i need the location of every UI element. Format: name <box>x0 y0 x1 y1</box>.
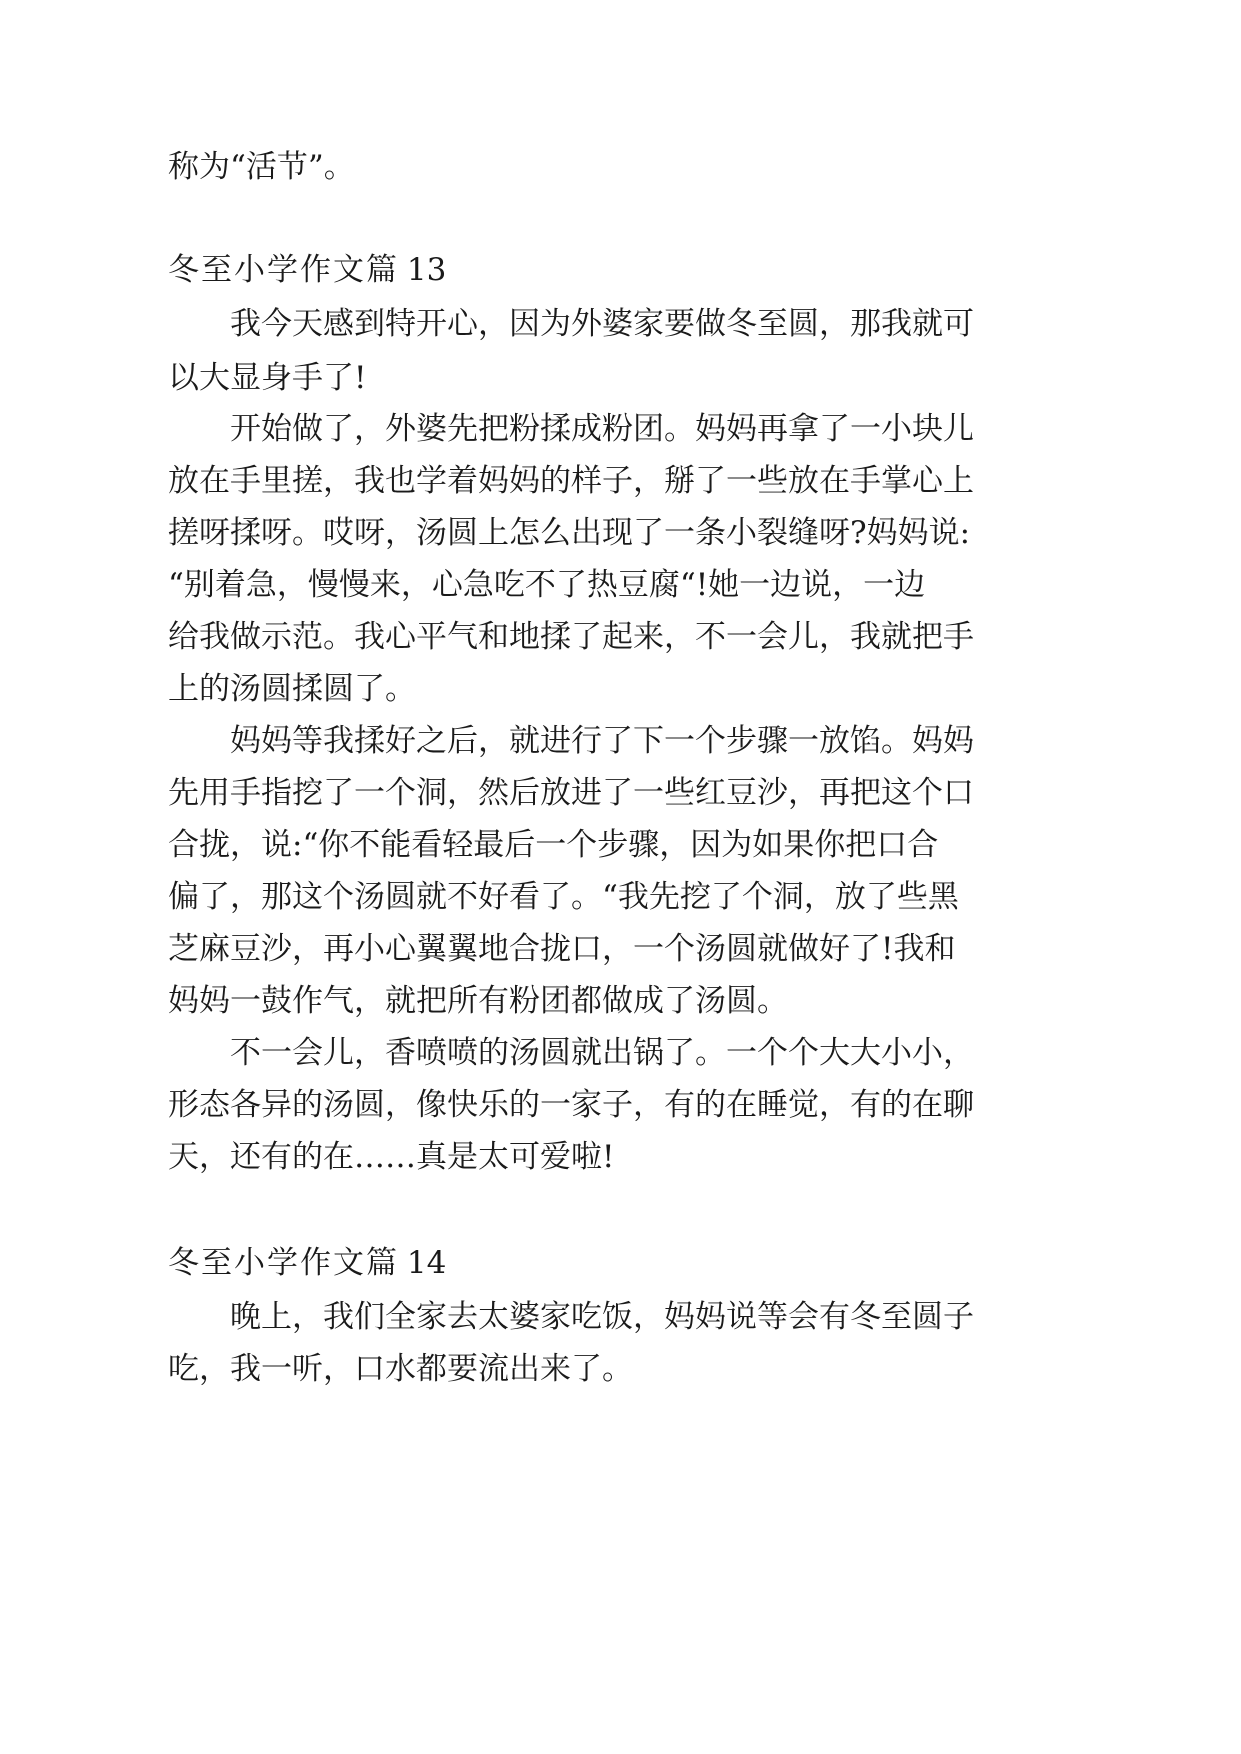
body-line <box>168 147 355 187</box>
paragraph-line <box>168 669 416 709</box>
line-text: 吃，我一听，口水都要流出来了。 <box>168 1351 633 1387</box>
line-text: 形态各异的汤圆，像快乐的一家子，有的在睡觉，有的在聊 <box>168 1087 974 1123</box>
line-text: 搓呀揉呀。哎呀，汤圆上怎么出现了一条小裂缝呀?妈妈说: <box>168 515 971 551</box>
line-text: 不一会儿，香喷喷的汤圆就出锅了。一个个大大小小， <box>230 1035 974 1071</box>
paragraph-line <box>168 565 925 605</box>
line-text: 以大显身手了! <box>168 360 367 396</box>
line-text: 开始做了，外婆先把粉揉成粉团。妈妈再拿了一小块儿 <box>230 411 974 447</box>
line-text: 妈妈等我揉好之后，就进行了下一个步骤一放馅。妈妈 <box>230 723 974 759</box>
paragraph-line <box>168 1349 633 1389</box>
line-text: 先用手指挖了一个洞，然后放进了一些红豆沙，再把这个口 <box>168 775 974 811</box>
paragraph-line <box>230 1297 974 1337</box>
paragraph-line <box>230 409 974 449</box>
paragraph-line <box>168 358 366 398</box>
section-title: 冬至小学作文 <box>168 252 366 288</box>
line-text: 妈妈一鼓作气，就把所有粉团都做成了汤圆。 <box>168 983 788 1019</box>
paragraph-line <box>230 1033 974 1073</box>
line-text: 合拢，说:“你不能看轻最后一个步骤，因为如果你把口合 <box>168 827 939 863</box>
section-number: 篇 14 <box>366 1245 447 1281</box>
paragraph-line <box>168 1085 974 1125</box>
paragraph-line <box>168 825 938 865</box>
line-text: 晚上，我们全家去太婆家吃饭，妈妈说等会有冬至圆子 <box>230 1299 974 1335</box>
line-text: 天，还有的在……真是太可爱啦! <box>168 1139 615 1175</box>
line-text: 给我做示范。我心平气和地揉了起来，不一会儿，我就把手 <box>168 619 974 655</box>
line-text: 芝麻豆沙，再小心翼翼地合拢口，一个汤圆就做好了!我和 <box>168 931 956 967</box>
paragraph-line <box>168 981 788 1021</box>
paragraph-line <box>168 929 955 969</box>
line-text: 偏了，那这个汤圆就不好看了。“我先挖了个洞，放了些黑 <box>168 879 959 915</box>
line-text: “别着急，慢慢来，心急吃不了热豆腐“!她一边说，一边 <box>168 567 926 603</box>
paragraph-line <box>168 513 970 553</box>
paragraph-line <box>168 1137 614 1177</box>
paragraph-line <box>168 617 974 657</box>
line-text: 放在手里搓，我也学着妈妈的样子，掰了一些放在手掌心上 <box>168 463 974 499</box>
paragraph-line <box>168 773 974 813</box>
line-text: 上的汤圆揉圆了。 <box>168 671 416 707</box>
section-number: 篇 13 <box>366 252 447 288</box>
previous-section-tail: 称为“活节”。 <box>168 149 355 185</box>
paragraph-line <box>230 304 974 344</box>
paragraph-line <box>168 877 959 917</box>
line-text: 我今天感到特开心，因为外婆家要做冬至圆，那我就可 <box>230 306 974 342</box>
paragraph-line <box>230 721 974 761</box>
section-title: 冬至小学作文 <box>168 1245 366 1281</box>
paragraph-line <box>168 461 974 501</box>
